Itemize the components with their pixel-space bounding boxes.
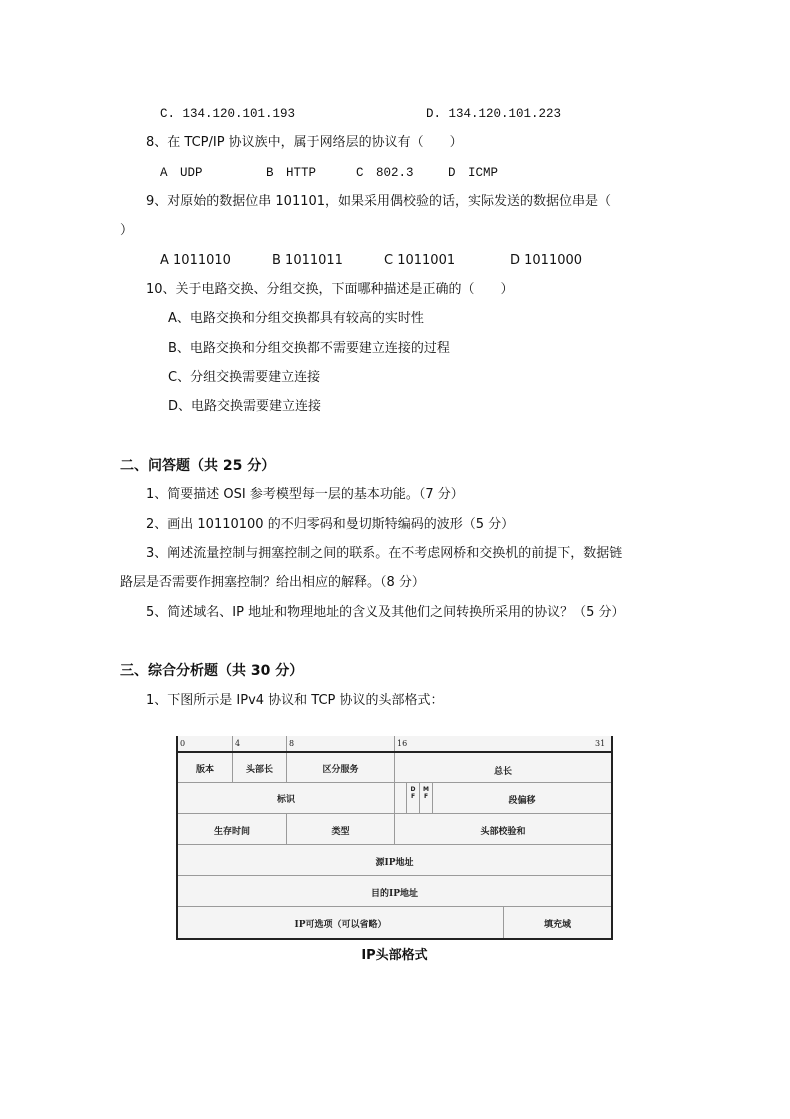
q8-option-b: B HTTP <box>266 166 317 180</box>
q9-stem-cont: ） <box>120 223 134 238</box>
q10-option-b: B、电路交换和分组交换都不需要建立连接的过程 <box>168 341 450 356</box>
bit-label-0: 0 <box>180 739 186 748</box>
section2-heading: 二、问答题（共 25 分） <box>120 458 276 474</box>
bit-label-16: 16 <box>397 739 408 748</box>
field-destination-ip: 目的IP地址 <box>371 889 418 899</box>
flag-mf: M F <box>423 786 429 800</box>
section2-item-2: 2、画出 10110100 的不归零码和曼切斯特编码的波形（5 分） <box>146 517 515 532</box>
q9-option-d: D 1011000 <box>510 253 583 268</box>
q10-stem: 10、关于电路交换、分组交换，下面哪种描述是正确的（ ） <box>146 282 514 297</box>
q8-option-a: A UDP <box>160 166 203 180</box>
field-dscp: 区分服务 <box>322 765 359 775</box>
q10-option-d: D、电路交换需要建立连接 <box>168 399 322 414</box>
field-fragment-offset: 段偏移 <box>508 796 536 806</box>
bit-label-8: 8 <box>289 739 295 748</box>
field-header-length: 头部长 <box>245 765 273 775</box>
q7-option-d: D. 134.120.101.223 <box>426 107 562 121</box>
field-options: IP可选项（可以省略） <box>294 920 387 930</box>
q7-option-c: C. 134.120.101.193 <box>160 107 296 121</box>
section2-item-1: 1、简要描述 OSI 参考模型每一层的基本功能。（7 分） <box>146 487 464 502</box>
flag-df: D F <box>410 786 416 800</box>
field-ttl: 生存时间 <box>213 827 250 837</box>
bit-label-4: 4 <box>235 739 241 748</box>
q8-option-d: D ICMP <box>448 166 499 180</box>
q10-option-c: C、分组交换需要建立连接 <box>168 370 321 385</box>
q8-option-c: C 802.3 <box>356 166 414 180</box>
ip-header-diagram <box>176 736 613 940</box>
q9-option-b: B 1011011 <box>272 253 343 268</box>
q9-option-c: C 1011001 <box>384 253 456 268</box>
field-total-length: 总长 <box>493 767 512 777</box>
field-source-ip: 源IP地址 <box>375 858 414 868</box>
section3-item-1: 1、下图所示是 IPv4 协议和 TCP 协议的头部格式： <box>146 693 444 708</box>
field-protocol: 类型 <box>331 827 350 837</box>
q10-option-a: A、电路交换和分组交换都具有较高的实时性 <box>168 311 424 326</box>
q8-stem: 8、在 TCP/IP 协议族中，属于网络层的协议有（ ） <box>146 135 463 150</box>
field-padding: 填充域 <box>543 920 571 930</box>
field-identification: 标识 <box>276 795 295 805</box>
field-version: 版本 <box>195 765 214 775</box>
section3-heading: 三、综合分析题（共 30 分） <box>120 663 304 679</box>
q9-stem: 9、对原始的数据位串 101101，如果采用偶校验的话，实际发送的数据位串是（ <box>146 194 612 209</box>
section2-item-5: 5、简述域名、IP 地址和物理地址的含义及其他们之间转换所采用的协议？（5 分） <box>146 605 625 620</box>
field-checksum: 头部校验和 <box>480 827 526 837</box>
section2-item-3: 3、阐述流量控制与拥塞控制之间的联系。在不考虑网桥和交换机的前提下，数据链 <box>146 546 623 561</box>
diagram-caption: IP头部格式 <box>361 948 428 963</box>
bit-label-31: 31 <box>595 739 606 748</box>
section2-item-3-cont: 路层是否需要作拥塞控制？给出相应的解释。（8 分） <box>120 575 425 590</box>
q9-option-a: A 1011010 <box>160 253 231 268</box>
